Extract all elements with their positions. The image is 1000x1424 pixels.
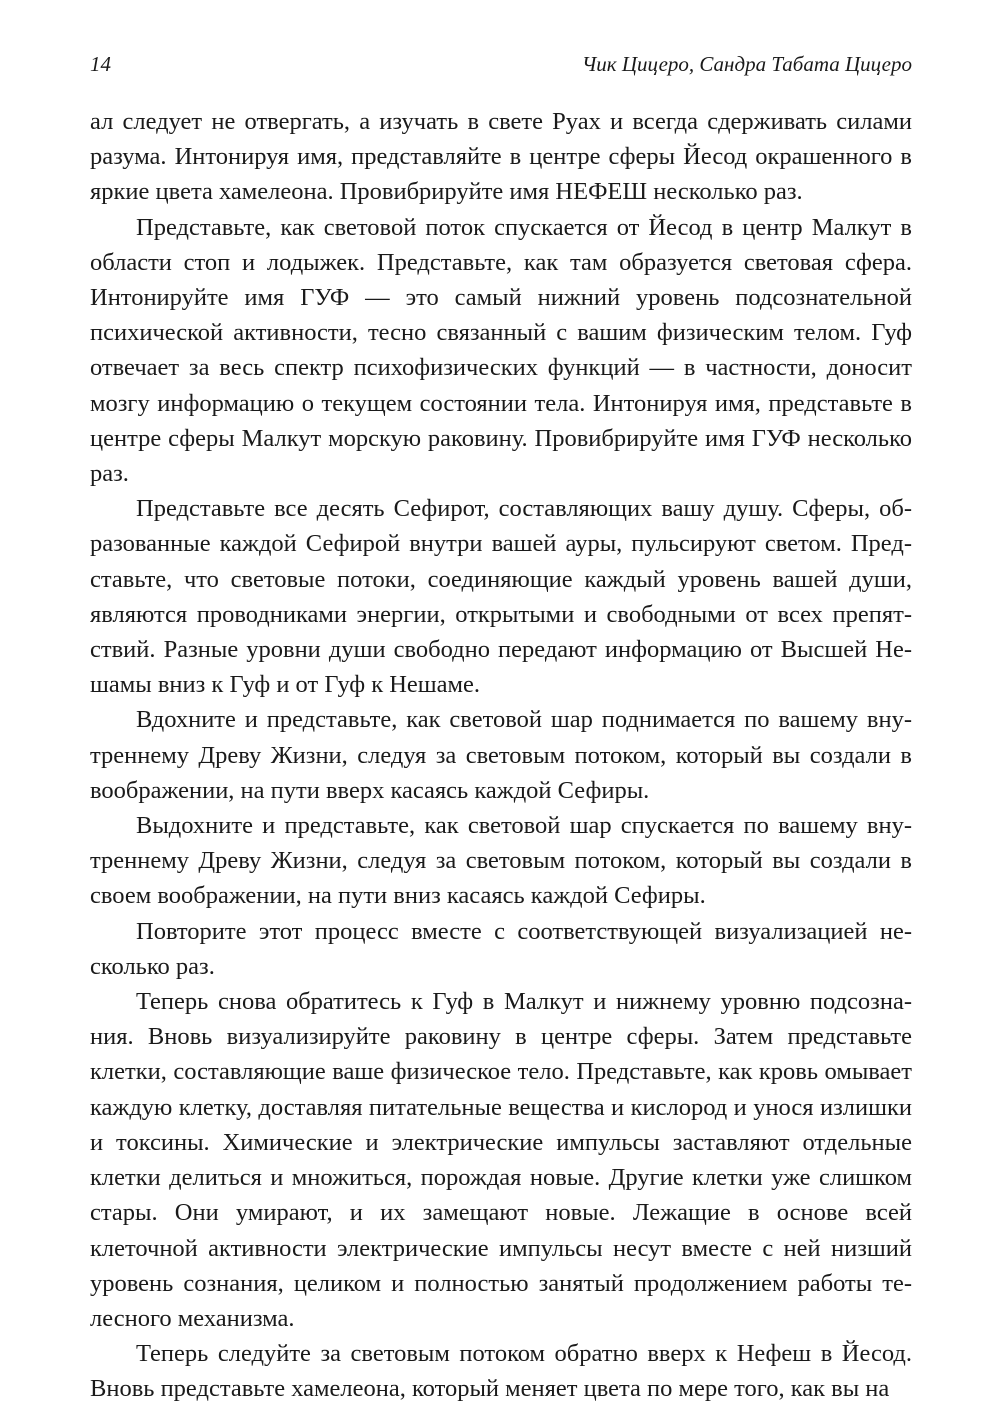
book-page xyxy=(90,50,912,1407)
paragraph: ал следует не отвергать, а изучать в свете Руах и всегда сдерживать силами разума. Интонируя имя, представляйте в центре сферы Йесод окрашенного в яркие цвета хамелеона. Провибрируйте имя НЕФЕШ несколько раз. xyxy=(90,108,912,206)
paragraph: Вдохните и представьте, как световой шар поднимается по вашему внутреннему Древу Жизни, следуя за световым потоком, который вы создали в воображении, на пути вверх касаясь каждой Сефиры. xyxy=(90,706,912,804)
paragraph: Представьте, как световой поток спускается от Йесод в центр Малкут в области стоп и лодыжек. Представьте, как там образуется световая сфера. Интонируйте имя ГУФ — это самый нижний уровень подсознательной психической активности, тесно связанный с вашим физическим телом. Гуф отвечает за весь спектр психофизических функций — в частности, доносит мозгу информацию о текущем состоянии тела. Интонируя имя, представьте в центре сферы Малкут морскую раковину. Провибрируйте имя ГУФ несколько раз. xyxy=(90,213,912,488)
paragraph: Представьте все десять Сефирот, составляющих вашу душу. Сферы, образованные каждой Сефирой внутри вашей ауры, пульсируют светом. Представьте, что световые потоки, соединяющие каждый уровень вашей души, являются проводниками энергии, открытыми и свободными от всех препятствий. Разные уровни души свободно передают информацию от Высшей Нешамы вниз к Гуф и от Гуф к Нешаме. xyxy=(90,495,912,699)
paragraph: Теперь следуйте за световым потоком обратно вверх к Нефеш в Йесод. Вновь представьте хамелеона, который меняет цвета по мере того, как вы на xyxy=(90,1340,912,1403)
page-number: 14 xyxy=(90,52,111,76)
running-head-authors: Чик Цицеро, Сандра Табата Цицеро xyxy=(581,52,912,76)
paragraph: Теперь снова обратитесь к Гуф в Малкут и нижнему уровню подсознания. Вновь визуализируйте раковину в центре сферы. Затем представьте клетки, составляющие ваше физическое тело. Представьте, как кровь омывает каждую клетку, доставляя питательные вещества и кислород и унося излишки и токсины. Химические и электрические импульсы заставляют отдельные клетки делиться и множиться, порождая новые. Другие клетки уже слишком стары. Они умирают, и их замещают новые. Лежащие в основе всей клеточной активности электрические импульсы несут вместе с ней низший уровень сознания, целиком и полностью занятый продолжением работы телесного механизма. xyxy=(90,988,912,1332)
paragraph: Выдохните и представьте, как световой шар спускается по вашему внутреннему Древу Жизни, следуя за световым потоком, который вы создали в своем воображении, на пути вниз касаясь каждой Сефиры. xyxy=(90,812,912,910)
paragraph: Повторите этот процесс вместе с соответствующей визуализацией несколько раз. xyxy=(90,917,912,980)
running-header xyxy=(90,50,912,78)
body-text xyxy=(90,104,912,1407)
